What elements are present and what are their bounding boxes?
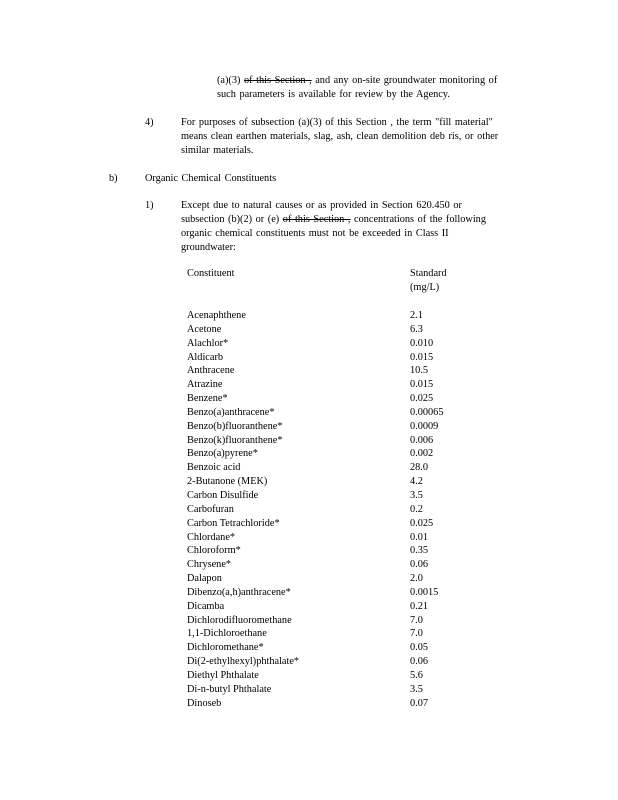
constituent-name: Dinoseb xyxy=(187,697,222,709)
para-a3-line1 xyxy=(217,74,497,88)
item-1-line2-text: concentrations of the following xyxy=(354,214,486,225)
standard-value: 7.0 xyxy=(410,614,423,626)
constituent-name: Benzo(a)anthracene* xyxy=(187,406,275,418)
constituent-name: Carbon Disulfide xyxy=(187,489,259,501)
constituent-name: Di-n-butyl Phthalate xyxy=(187,683,272,695)
item-1-ref: subsection (b)(2) or (e) xyxy=(181,214,280,225)
item-1-strikethrough: of this Section , xyxy=(282,214,351,225)
constituent-name: Benzo(a)pyrene* xyxy=(187,448,258,460)
table-row xyxy=(187,517,487,531)
standard-value: 0.2 xyxy=(410,503,423,515)
header-standard-units: (mg/L) xyxy=(410,281,440,293)
constituent-name: Chlordane* xyxy=(187,531,236,543)
constituent-name: Benzoic acid xyxy=(187,462,241,474)
standard-value: 0.07 xyxy=(410,697,429,709)
standard-value: 2.1 xyxy=(410,310,423,321)
header-standard xyxy=(410,267,447,294)
table-row xyxy=(187,586,487,600)
constituent-name: Benzene* xyxy=(187,393,228,405)
table-row xyxy=(187,461,487,475)
table-row xyxy=(187,489,487,503)
constituent-name: Acenaphthene xyxy=(187,310,246,321)
constituent-name: Dibenzo(a,h)anthracene* xyxy=(187,586,291,598)
standard-value: 6.3 xyxy=(410,323,423,335)
table-row xyxy=(187,503,487,517)
constituent-name: 2-Butanone (MEK) xyxy=(187,476,268,488)
standard-value: 0.0015 xyxy=(410,586,439,598)
item-4-line3: similar materials. xyxy=(181,145,254,156)
para-a3-ref: (a)(3) xyxy=(217,75,241,86)
constituent-name: Chloroform* xyxy=(187,545,241,557)
table-row xyxy=(187,447,487,461)
standard-value: 0.21 xyxy=(410,600,429,612)
section-b-label: b) xyxy=(109,173,118,184)
table-row xyxy=(187,406,487,420)
standard-value: 3.5 xyxy=(410,683,423,695)
standard-value: 10.5 xyxy=(410,365,429,377)
table-row xyxy=(187,697,487,711)
constituent-name: Carbofuran xyxy=(187,503,234,515)
table-row xyxy=(187,531,487,545)
standard-value: 5.6 xyxy=(410,669,423,681)
standard-value: 7.0 xyxy=(410,628,423,640)
standard-value: 0.025 xyxy=(410,393,434,405)
table-row xyxy=(187,572,487,586)
item-1-label: 1) xyxy=(145,200,154,211)
standard-value: 4.2 xyxy=(410,476,423,488)
constituent-name: Dichloromethane* xyxy=(187,642,264,654)
table-row xyxy=(187,420,487,434)
item-1-line2 xyxy=(181,213,486,227)
header-constituent: Constituent xyxy=(187,268,235,279)
table-row xyxy=(187,475,487,489)
standard-value: 0.025 xyxy=(410,517,434,529)
constituent-name: Diethyl Phthalate xyxy=(187,669,259,681)
constituent-name: Atrazine xyxy=(187,379,223,391)
constituent-name: 1,1-Dichloroethane xyxy=(187,628,267,640)
section-b-title: Organic Chemical Constituents xyxy=(145,173,277,184)
standard-value: 0.06 xyxy=(410,656,429,668)
table-row xyxy=(187,544,487,558)
table-row xyxy=(187,309,487,323)
constituent-table xyxy=(187,309,487,710)
standard-value: 0.01 xyxy=(410,531,429,543)
constituent-name: Dalapon xyxy=(187,573,222,585)
item-1-line4: groundwater: xyxy=(181,242,236,253)
table-row xyxy=(187,337,487,351)
constituent-name: Acetone xyxy=(187,323,222,335)
constituent-name: Chrysene* xyxy=(187,559,232,571)
item-4-line1: For purposes of subsection (a)(3) of this Section , the term "fill material" xyxy=(181,117,493,128)
table-row xyxy=(187,364,487,378)
standard-value: 0.015 xyxy=(410,351,434,363)
constituent-name: Benzo(k)fluoranthene* xyxy=(187,434,283,446)
standard-value: 0.35 xyxy=(410,545,429,557)
constituent-name: Anthracene xyxy=(187,365,235,377)
table-row xyxy=(187,683,487,697)
table-row xyxy=(187,627,487,641)
item-4-line2: means clean earthen materials, slag, ash, clean demolition deb ris, or other xyxy=(181,131,499,142)
constituent-name: Aldicarb xyxy=(187,351,224,363)
standard-value: 0.015 xyxy=(410,379,434,391)
standard-value: 0.0009 xyxy=(410,420,439,432)
para-a3-line1-text: and any on-site groundwater monitoring of xyxy=(315,75,498,86)
table-row xyxy=(187,614,487,628)
table-row xyxy=(187,323,487,337)
para-a3-strikethrough: of this Section , xyxy=(244,75,312,86)
constituent-name: Alachlor* xyxy=(187,337,229,349)
standard-value: 0.010 xyxy=(410,337,434,349)
para-a3-line2: such parameters is available for review by the Agency. xyxy=(217,89,450,100)
standard-value: 0.06 xyxy=(410,559,429,571)
item-4-label: 4) xyxy=(145,117,154,128)
standard-value: 28.0 xyxy=(410,462,429,474)
constituent-name: Benzo(b)fluoranthene* xyxy=(187,420,283,432)
item-1-line1: Except due to natural causes or as provided in Section 620.450 or xyxy=(181,200,462,211)
standard-value: 3.5 xyxy=(410,489,423,501)
table-row xyxy=(187,558,487,572)
standard-value: 0.006 xyxy=(410,434,434,446)
standard-value: 2.0 xyxy=(410,573,423,585)
constituent-name: Carbon Tetrachloride* xyxy=(187,517,280,529)
header-standard-line1: Standard xyxy=(410,268,447,279)
table-row xyxy=(187,392,487,406)
constituent-name: Dichlorodifluoromethane xyxy=(187,614,292,626)
table-row xyxy=(187,378,487,392)
table-row xyxy=(187,655,487,669)
table-row xyxy=(187,641,487,655)
table-row xyxy=(187,669,487,683)
standard-value: 0.05 xyxy=(410,642,429,654)
item-1-line3: organic chemical constituents must not be exceeded in Class II xyxy=(181,228,449,239)
standard-value: 0.002 xyxy=(410,448,434,460)
constituent-name: Di(2-ethylhexyl)phthalate* xyxy=(187,656,300,668)
table-row xyxy=(187,434,487,448)
constituent-name: Dicamba xyxy=(187,600,225,612)
table-row xyxy=(187,600,487,614)
standard-value: 0.00065 xyxy=(410,406,444,418)
table-row xyxy=(187,351,487,365)
